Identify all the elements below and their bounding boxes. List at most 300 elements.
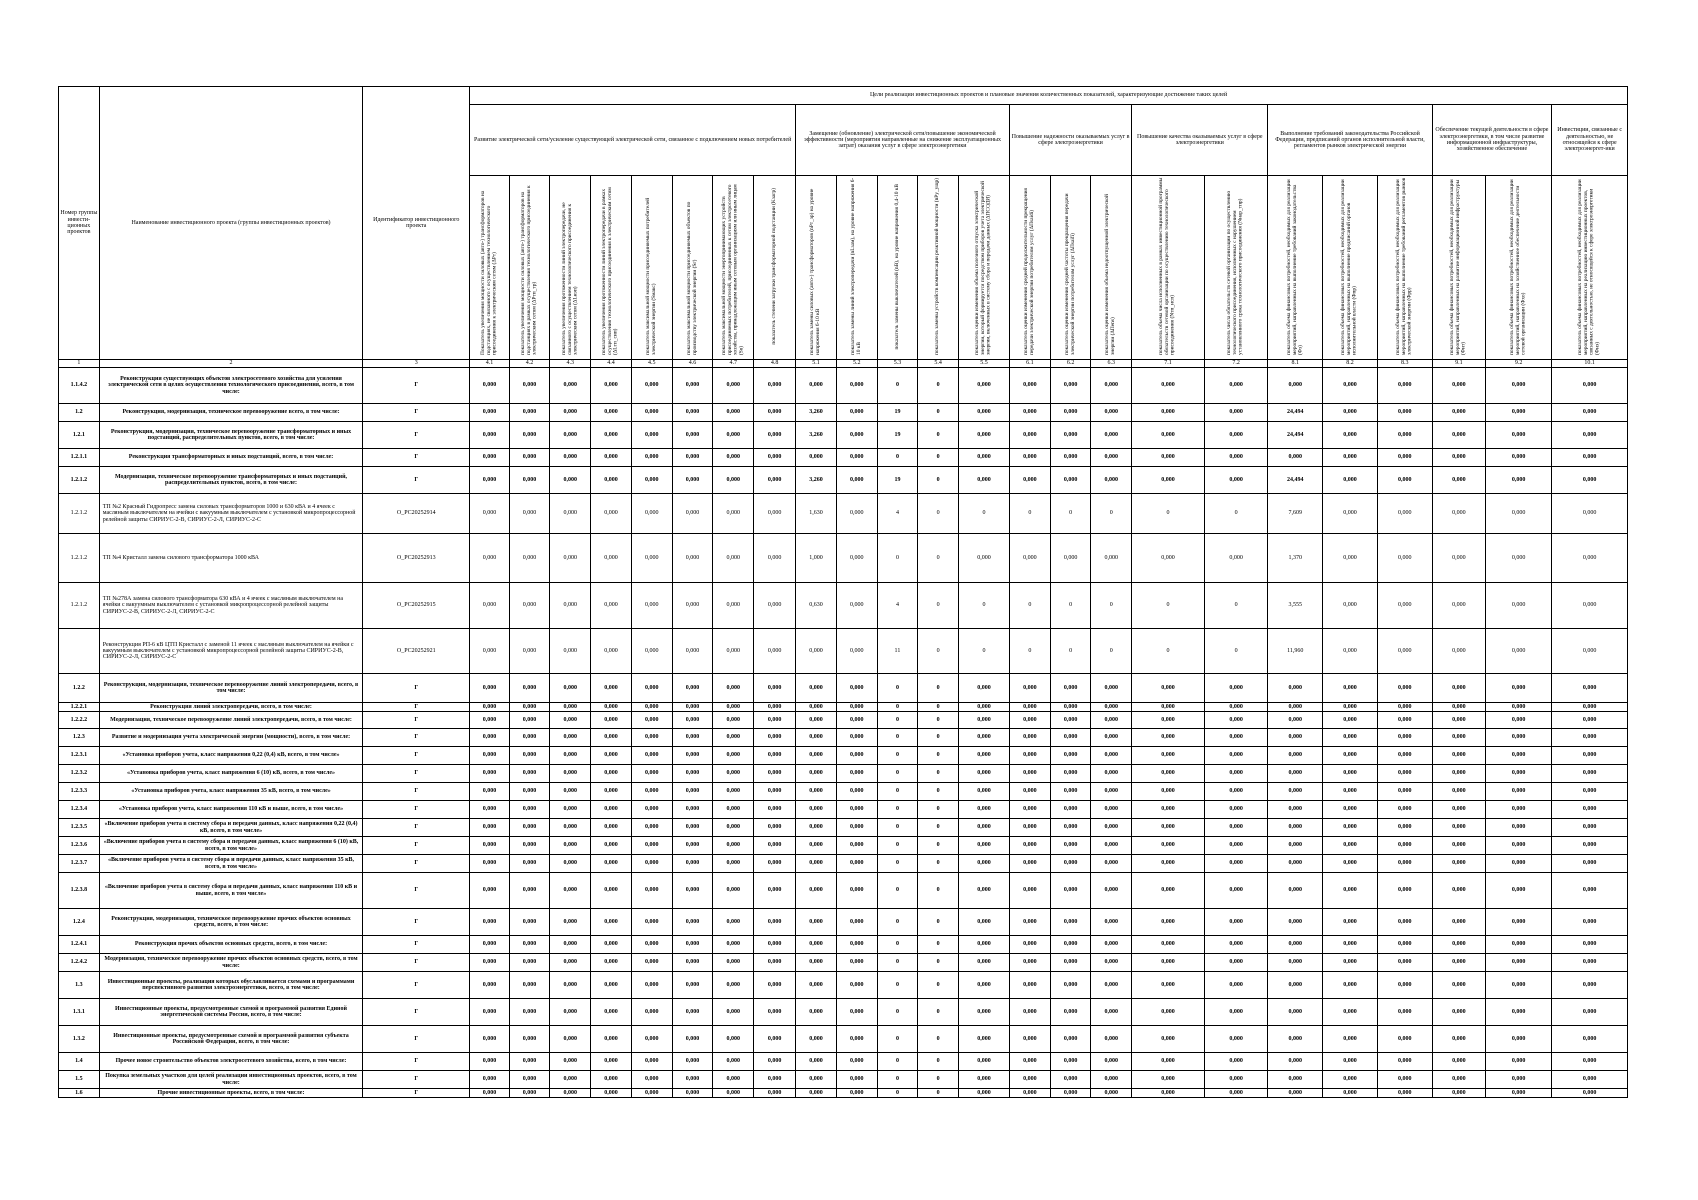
table-row	[59, 729, 1628, 747]
row-value-cell: 0,000	[470, 629, 509, 674]
row-project-id: Г	[363, 765, 470, 783]
row-value-cell: 0,000	[1268, 972, 1323, 999]
row-value-cell: 0,000	[1009, 404, 1050, 422]
row-project-id: О_РС20252921	[363, 629, 470, 674]
row-value-cell: 0,000	[1552, 972, 1628, 999]
row-value-cell: 0	[918, 404, 959, 422]
row-group-number: 1.2.2	[59, 674, 100, 703]
column-number: 4.7	[713, 360, 754, 368]
row-value-cell: 0,000	[672, 1071, 713, 1089]
row-value-cell: 0,000	[509, 873, 550, 909]
row-value-cell: 0,000	[959, 873, 1010, 909]
row-value-cell: 0,000	[1268, 801, 1323, 819]
row-value-cell: 0,000	[796, 1026, 837, 1053]
row-value-cell: 0,000	[754, 837, 796, 855]
row-value-cell: 0,000	[672, 801, 713, 819]
row-value-cell: 0,000	[509, 494, 550, 534]
table-header	[59, 87, 1628, 368]
row-value-cell: 0,000	[1377, 368, 1432, 404]
column-number: 5.5	[959, 360, 1010, 368]
row-project-name: Покупка земельных участков для целей реализации инвестиционных проектов, всего, в том числе:	[99, 1071, 363, 1089]
row-value-cell: 0,000	[1050, 909, 1091, 936]
table-row	[59, 954, 1628, 972]
row-group-number: 1.2	[59, 404, 100, 422]
row-value-cell: 0,000	[1132, 1053, 1205, 1071]
row-value-cell: 0,000	[1486, 494, 1552, 534]
row-value-cell: 0,000	[1132, 422, 1205, 449]
row-value-cell: 0	[918, 467, 959, 494]
row-value-cell: 0,000	[1432, 999, 1485, 1026]
row-value-cell: 0,000	[1050, 449, 1091, 467]
row-value-cell: 0,000	[1268, 747, 1323, 765]
column-number: 1	[59, 360, 100, 368]
row-value-cell: 0,000	[631, 404, 672, 422]
row-value-cell: 0,000	[591, 583, 632, 629]
row-value-cell: 0	[877, 783, 918, 801]
row-value-cell: 0,000	[796, 783, 837, 801]
row-value-cell: 0,000	[1486, 674, 1552, 703]
row-value-cell: 0	[918, 801, 959, 819]
row-value-cell: 0,000	[1377, 747, 1432, 765]
row-value-cell: 0,000	[1204, 703, 1268, 712]
header-indicator	[713, 176, 754, 360]
row-value-cell: 0,000	[1050, 837, 1091, 855]
table-row	[59, 467, 1628, 494]
row-value-cell: 0	[918, 674, 959, 703]
row-value-cell: 0,000	[1009, 954, 1050, 972]
row-value-cell: 0,000	[1432, 801, 1485, 819]
row-value-cell: 0,000	[1323, 1026, 1378, 1053]
row-value-cell: 0,000	[1132, 972, 1205, 999]
row-value-cell: 0,000	[550, 1026, 591, 1053]
row-value-cell: 0,000	[631, 1053, 672, 1071]
column-number: 5.1	[796, 360, 837, 368]
row-value-cell: 0,000	[1323, 936, 1378, 954]
row-value-cell: 0,000	[796, 819, 837, 837]
row-value-cell: 0,000	[754, 422, 796, 449]
row-value-cell: 0,000	[1050, 1089, 1091, 1098]
row-value-cell: 0,000	[1050, 368, 1091, 404]
row-value-cell: 0,000	[1009, 936, 1050, 954]
row-value-cell: 0,000	[509, 909, 550, 936]
row-value-cell: 0,000	[1323, 494, 1378, 534]
row-project-id: Г	[363, 837, 470, 855]
column-number: 9.1	[1432, 360, 1485, 368]
row-value-cell: 0,000	[1432, 1053, 1485, 1071]
row-value-cell: 0,000	[1486, 583, 1552, 629]
row-value-cell: 24,494	[1268, 422, 1323, 449]
row-project-id: Г	[363, 783, 470, 801]
row-value-cell: 0,000	[1552, 1053, 1628, 1071]
row-value-cell: 0,000	[1009, 712, 1050, 729]
row-value-cell: 0,000	[550, 703, 591, 712]
row-value-cell: 0,000	[591, 404, 632, 422]
row-value-cell: 0,000	[1432, 368, 1485, 404]
row-group-number: 1.6	[59, 1089, 100, 1098]
row-value-cell: 0,000	[1323, 1089, 1378, 1098]
row-project-id: Г	[363, 729, 470, 747]
row-project-name: Инвестиционные проекты, предусмотренные схемой и программой развития Единой энергетической системы России, всего, в том числе:	[99, 999, 363, 1026]
row-value-cell: 0,000	[631, 855, 672, 873]
row-value-cell: 0	[918, 837, 959, 855]
header-indicator	[959, 176, 1010, 360]
table-row	[59, 494, 1628, 534]
row-value-cell: 0,000	[470, 494, 509, 534]
row-value-cell: 0,000	[836, 765, 877, 783]
column-number: 8.3	[1377, 360, 1432, 368]
header-indicator-label: показатель объема финансовых потребностей, необходимых для реализации мероприятий, направленных на выполнение предписаний органов исполнительной власти (Фпр)	[1340, 179, 1358, 356]
row-value-cell: 0	[1091, 494, 1132, 534]
row-value-cell: 0,000	[1091, 999, 1132, 1026]
row-value-cell: 0,000	[1268, 1071, 1323, 1089]
row-value-cell: 0,000	[1323, 855, 1378, 873]
row-value-cell: 0,000	[1486, 1071, 1552, 1089]
row-value-cell: 0	[918, 629, 959, 674]
row-value-cell: 0,000	[836, 783, 877, 801]
row-value-cell: 0	[877, 936, 918, 954]
row-value-cell: 0,000	[1204, 1026, 1268, 1053]
row-value-cell: 0,000	[672, 747, 713, 765]
row-value-cell: 0,000	[1204, 449, 1268, 467]
row-value-cell: 0,000	[1432, 467, 1485, 494]
row-value-cell: 0,000	[1204, 783, 1268, 801]
row-value-cell: 0,000	[959, 368, 1010, 404]
row-value-cell: 0,000	[631, 1026, 672, 1053]
row-value-cell: 0,000	[754, 873, 796, 909]
row-value-cell: 0,000	[836, 1089, 877, 1098]
row-value-cell: 0,000	[1377, 422, 1432, 449]
row-value-cell: 0,000	[754, 1026, 796, 1053]
table-row	[59, 819, 1628, 837]
header-indicator-label: показатель объема финансовых потребностей, необходимых для реализации мероприятий, направленных на развитие информационной инфраструктуры (Фит)	[1449, 179, 1467, 356]
row-value-cell: 19	[877, 422, 918, 449]
row-value-cell: 0,000	[1323, 747, 1378, 765]
row-value-cell: 0,000	[470, 1053, 509, 1071]
row-value-cell: 0,000	[470, 873, 509, 909]
row-value-cell: 0,000	[796, 674, 837, 703]
row-value-cell: 0,000	[836, 1053, 877, 1071]
row-value-cell: 0,000	[1486, 801, 1552, 819]
row-value-cell: 0,000	[1377, 534, 1432, 583]
row-value-cell: 0,000	[1486, 422, 1552, 449]
row-group-number: 1.2.1	[59, 422, 100, 449]
row-value-cell: 0,000	[1432, 819, 1485, 837]
row-value-cell: 0,000	[509, 729, 550, 747]
row-value-cell: 0,000	[1009, 972, 1050, 999]
row-value-cell: 0,000	[836, 368, 877, 404]
table-row	[59, 909, 1628, 936]
row-value-cell: 0,000	[591, 1071, 632, 1089]
header-indicator-label: показатель объема финансовых потребностей, необходимых для реализации мероприятий, направленных на реализацию инвестиционных проектов, связанных с деятельностью, не относящейся к сфере электроэнергетики (Фнэ)	[1576, 179, 1601, 356]
row-project-id: О_РС20252914	[363, 494, 470, 534]
column-number: 5.4	[918, 360, 959, 368]
row-value-cell: 0,000	[591, 873, 632, 909]
row-value-cell: 0,000	[591, 729, 632, 747]
row-value-cell: 0,000	[672, 449, 713, 467]
row-value-cell: 0,000	[1050, 972, 1091, 999]
row-project-id: Г	[363, 1071, 470, 1089]
row-value-cell: 0,000	[1132, 873, 1205, 909]
row-value-cell: 0,000	[754, 747, 796, 765]
row-value-cell: 0,000	[1091, 703, 1132, 712]
table-row	[59, 583, 1628, 629]
header-indicator-label: показатель объема финансовых потребностей, необходимых для реализации мероприятий, направленных на выполнение требований регламентов рынков электрической энергии (Фрр)	[1394, 178, 1413, 356]
row-value-cell: 0,000	[713, 1071, 754, 1089]
row-value-cell: 0,000	[959, 712, 1010, 729]
row-value-cell: 0,000	[509, 534, 550, 583]
row-value-cell: 0,000	[796, 855, 837, 873]
row-value-cell: 0,000	[1268, 819, 1323, 837]
row-value-cell: 0	[1204, 494, 1268, 534]
column-number: 6.3	[1091, 360, 1132, 368]
row-value-cell: 0,000	[836, 449, 877, 467]
row-value-cell: 0,000	[550, 449, 591, 467]
row-value-cell: 0,000	[713, 534, 754, 583]
row-value-cell: 0,000	[470, 855, 509, 873]
row-value-cell: 0,000	[1377, 703, 1432, 712]
row-value-cell: 0,000	[1552, 837, 1628, 855]
row-value-cell: 0,000	[672, 855, 713, 873]
row-value-cell: 0	[877, 1026, 918, 1053]
row-value-cell: 24,494	[1268, 404, 1323, 422]
row-value-cell: 0,000	[1050, 747, 1091, 765]
row-value-cell: 0,000	[1432, 534, 1485, 583]
row-value-cell: 0	[877, 449, 918, 467]
row-value-cell: 0,000	[470, 422, 509, 449]
row-value-cell: 0,000	[470, 729, 509, 747]
row-value-cell: 0,000	[1323, 954, 1378, 972]
row-project-id: Г	[363, 936, 470, 954]
row-value-cell: 0,000	[550, 422, 591, 449]
table-row	[59, 534, 1628, 583]
row-value-cell: 0,000	[1552, 712, 1628, 729]
row-value-cell: 0,000	[796, 712, 837, 729]
row-value-cell: 0,000	[1268, 765, 1323, 783]
row-value-cell: 0,000	[959, 1053, 1010, 1071]
row-value-cell: 0,000	[1377, 873, 1432, 909]
row-value-cell: 0,000	[1377, 449, 1432, 467]
row-project-name: Реконструкция, модернизация, техническое перевооружение всего, в том числе:	[99, 404, 363, 422]
row-value-cell: 0,000	[1486, 712, 1552, 729]
row-value-cell: 0,000	[509, 765, 550, 783]
row-value-cell: 0,000	[796, 873, 837, 909]
row-value-cell: 0,000	[631, 422, 672, 449]
row-value-cell: 0,000	[754, 404, 796, 422]
header-indicator-label: показатель оценки изменения объема полезного отпуска электрической энергии, который формируется посредством приборов учета электрической энергии, включенных в систему сбора и передачи данных (ΔПСОДИ)	[974, 181, 992, 356]
row-value-cell: 0,000	[672, 936, 713, 954]
header-indicator	[1050, 176, 1091, 360]
header-indicator-label: показатель замены устройств компенсации реактивной мощности (nPу_ущр)	[934, 177, 941, 355]
row-value-cell: 0,000	[713, 422, 754, 449]
table-row	[59, 1071, 1628, 1089]
row-value-cell: 0,000	[672, 583, 713, 629]
row-value-cell: 0,000	[1050, 801, 1091, 819]
row-value-cell: 0,000	[1486, 765, 1552, 783]
row-value-cell: 0,000	[1091, 783, 1132, 801]
row-value-cell: 0,000	[1204, 972, 1268, 999]
row-value-cell: 0,000	[754, 999, 796, 1026]
table-row	[59, 936, 1628, 954]
row-value-cell: 0,000	[1091, 368, 1132, 404]
row-value-cell: 0	[877, 534, 918, 583]
row-value-cell: 0,000	[959, 837, 1010, 855]
row-value-cell: 0,000	[672, 368, 713, 404]
row-value-cell: 0	[918, 1089, 959, 1098]
row-value-cell: 0,000	[836, 936, 877, 954]
row-project-id: Г	[363, 674, 470, 703]
row-value-cell: 0,000	[836, 729, 877, 747]
row-value-cell: 0,000	[509, 999, 550, 1026]
row-value-cell: 0,000	[1323, 534, 1378, 583]
row-value-cell: 0,000	[470, 1026, 509, 1053]
row-value-cell: 0,000	[1377, 494, 1432, 534]
row-value-cell: 0,000	[1009, 765, 1050, 783]
row-value-cell: 0,000	[672, 534, 713, 583]
row-value-cell: 0,000	[1486, 837, 1552, 855]
row-value-cell: 0,000	[959, 1026, 1010, 1053]
row-value-cell: 0,000	[713, 449, 754, 467]
row-value-cell: 0,000	[1432, 494, 1485, 534]
row-value-cell: 0	[918, 972, 959, 999]
row-value-cell: 0	[877, 368, 918, 404]
row-value-cell: 0,000	[1432, 449, 1485, 467]
row-group-number: 1.2.3.7	[59, 855, 100, 873]
row-value-cell: 19	[877, 467, 918, 494]
row-value-cell: 0,000	[1050, 467, 1091, 494]
row-project-name: Реконструкция, модернизация, техническое перевооружение линий электропередачи, всего, в том числе:	[99, 674, 363, 703]
row-value-cell: 0,000	[836, 422, 877, 449]
row-value-cell: 0,000	[1377, 801, 1432, 819]
row-value-cell: 0,000	[1091, 1089, 1132, 1098]
row-value-cell: 0,000	[470, 449, 509, 467]
header-indicator-label: показатель оценки изменения средней продолжительности прекращения передачи электрической энергии потребителям услуг (ΔПsaidi)	[1023, 188, 1035, 356]
row-value-cell: 0,000	[470, 467, 509, 494]
row-value-cell: 0,000	[1132, 449, 1205, 467]
column-number: 10.1	[1552, 360, 1628, 368]
row-value-cell: 0,000	[1323, 674, 1378, 703]
row-value-cell: 0,000	[1091, 837, 1132, 855]
row-value-cell: 0,000	[754, 494, 796, 534]
table-row	[59, 972, 1628, 999]
row-value-cell: 0,000	[672, 873, 713, 909]
row-value-cell: 0,000	[591, 765, 632, 783]
row-value-cell: 0,000	[836, 712, 877, 729]
row-value-cell: 0,000	[1268, 1053, 1323, 1071]
header-indicator-label: показатель объема финансовых потребностей, необходимых для реализации мероприятий, направленных на хозяйственное обеспечение деятельности сетевой организации (Фхо)	[1508, 179, 1527, 356]
row-value-cell: 0,000	[796, 1071, 837, 1089]
header-project-id: Идентификатор инвестиционного проекта	[363, 87, 470, 360]
row-value-cell: 0,000	[1132, 674, 1205, 703]
row-value-cell: 0,000	[959, 954, 1010, 972]
row-value-cell: 0,000	[796, 936, 837, 954]
row-value-cell: 0,000	[1009, 783, 1050, 801]
row-value-cell: 0,000	[591, 972, 632, 999]
row-value-cell: 0,000	[1050, 819, 1091, 837]
row-value-cell: 0,000	[1323, 404, 1378, 422]
row-value-cell: 0,000	[631, 837, 672, 855]
row-value-cell: 0,000	[1204, 837, 1268, 855]
row-value-cell: 0,000	[509, 467, 550, 494]
row-value-cell: 0,000	[1132, 999, 1205, 1026]
row-value-cell: 0,000	[754, 729, 796, 747]
row-value-cell: 0,000	[1050, 999, 1091, 1026]
header-indicator	[754, 176, 796, 360]
table-row	[59, 629, 1628, 674]
row-group-number: 1.5	[59, 1071, 100, 1089]
table-body	[59, 368, 1628, 1098]
row-project-name: Инвестиционные проекты, реализация которых обуславливается схемами и программами перспективного развития электроэнергетики, всего, в том числе:	[99, 972, 363, 999]
row-value-cell: 0,000	[713, 837, 754, 855]
row-value-cell: 0,000	[591, 1089, 632, 1098]
row-value-cell: 0,000	[550, 936, 591, 954]
row-value-cell: 0,000	[550, 1071, 591, 1089]
row-value-cell: 0,000	[591, 674, 632, 703]
row-value-cell: 0	[918, 936, 959, 954]
row-value-cell: 0,000	[1323, 583, 1378, 629]
row-value-cell: 0,000	[550, 404, 591, 422]
row-project-name: Модернизация, техническое перевооружение трансформаторных и иных подстанций, распределительных пунктов, всего, в том числе:	[99, 467, 363, 494]
row-value-cell: 0,000	[672, 703, 713, 712]
row-group-number: 1.2.2.2	[59, 712, 100, 729]
row-value-cell: 0,000	[836, 1071, 877, 1089]
row-value-cell: 0,000	[1050, 1053, 1091, 1071]
row-value-cell: 0,000	[836, 467, 877, 494]
row-value-cell: 0,000	[470, 674, 509, 703]
header-indicator	[796, 176, 837, 360]
row-value-cell: 0,000	[1432, 972, 1485, 999]
row-value-cell: 0,000	[1323, 467, 1378, 494]
row-value-cell: 1,630	[796, 494, 837, 534]
row-value-cell: 0,000	[713, 729, 754, 747]
row-value-cell: 0,000	[1377, 999, 1432, 1026]
row-project-name: Прочее новое строительство объектов электросетевого хозяйства, всего, в том числе:	[99, 1053, 363, 1071]
row-value-cell: 0,000	[470, 703, 509, 712]
row-value-cell: 3,260	[796, 404, 837, 422]
row-value-cell: 0,000	[1432, 765, 1485, 783]
row-value-cell: 0	[918, 534, 959, 583]
row-value-cell: 0,000	[550, 747, 591, 765]
row-value-cell: 0,000	[1323, 909, 1378, 936]
row-value-cell: 0,000	[1091, 909, 1132, 936]
row-value-cell: 0,000	[1552, 674, 1628, 703]
row-value-cell: 0,000	[631, 765, 672, 783]
row-value-cell: 0,000	[470, 747, 509, 765]
row-project-id: Г	[363, 855, 470, 873]
row-value-cell: 0,000	[1486, 467, 1552, 494]
row-value-cell: 0	[918, 819, 959, 837]
row-value-cell: 0,000	[1432, 422, 1485, 449]
row-value-cell: 24,494	[1268, 467, 1323, 494]
header-indicator	[1323, 176, 1378, 360]
row-value-cell: 0,000	[1009, 674, 1050, 703]
row-value-cell: 0,000	[959, 855, 1010, 873]
row-value-cell: 0	[1009, 583, 1050, 629]
row-value-cell: 0,000	[713, 999, 754, 1026]
row-value-cell: 0,000	[713, 583, 754, 629]
row-value-cell: 0,000	[550, 999, 591, 1026]
row-value-cell: 0,000	[470, 936, 509, 954]
row-value-cell: 0,000	[1432, 729, 1485, 747]
row-value-cell: 0,000	[1204, 712, 1268, 729]
header-indicator	[509, 176, 550, 360]
row-value-cell: 0,000	[1377, 837, 1432, 855]
table-row	[59, 999, 1628, 1026]
row-value-cell: 0,000	[591, 819, 632, 837]
row-value-cell: 0	[877, 909, 918, 936]
column-number: 7.2	[1204, 360, 1268, 368]
row-value-cell: 0,000	[1268, 1089, 1323, 1098]
row-project-id: Г	[363, 972, 470, 999]
